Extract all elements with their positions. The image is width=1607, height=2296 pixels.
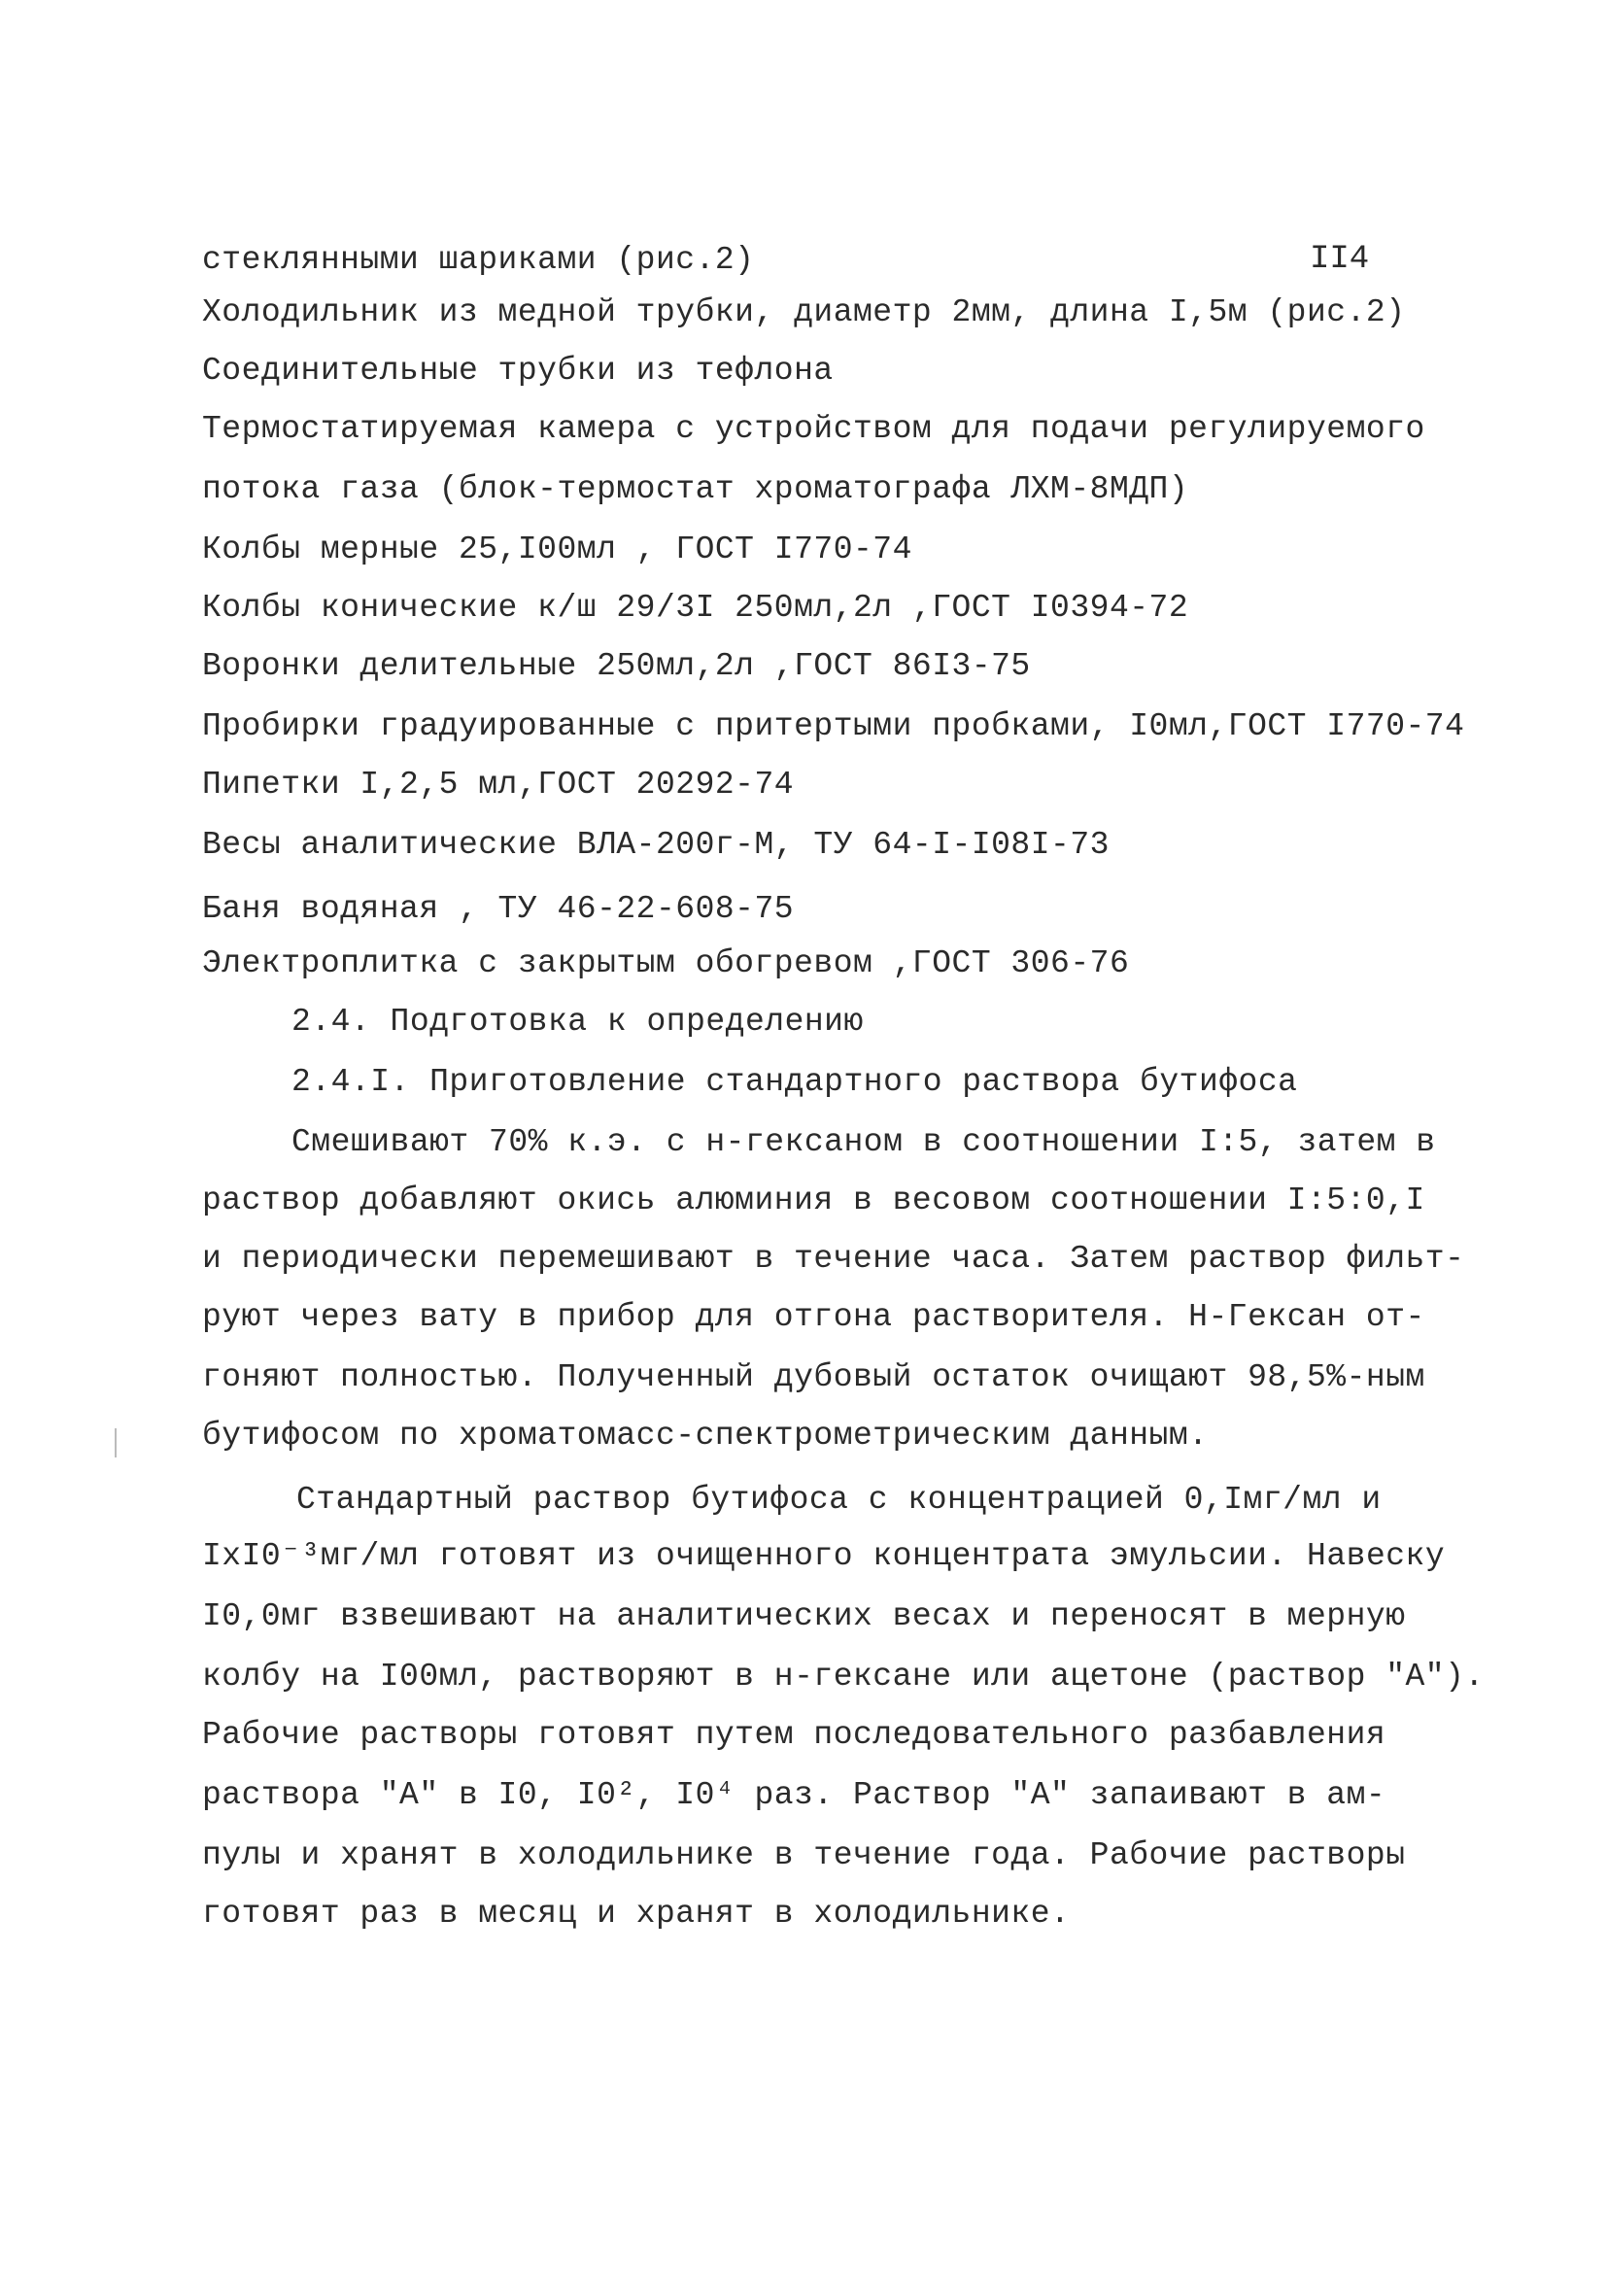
text-line: и периодически перемешивают в течение часа. Затем раствор фильт- — [202, 1241, 1465, 1277]
margin-mark — [115, 1428, 117, 1457]
page-number: II4 — [1310, 241, 1370, 278]
text-line: раствора "А" в I0, I0², I0⁴ раз. Раствор "А" запаивают в ам- — [202, 1777, 1386, 1813]
text-line: Воронки делительные 250мл,2л ,ГОСТ 86I3-75 — [202, 648, 1031, 684]
text-line: раствор добавляют окись алюминия в весовом соотношении I:5:0,I — [202, 1182, 1425, 1218]
section-heading: 2.4. Подготовка к определению — [291, 1004, 864, 1040]
subsection-heading: 2.4.I. Приготовление стандартного раствора бутифоса — [291, 1064, 1298, 1100]
text-line: Термостатируемая камера с устройством для подачи регулируемого — [202, 411, 1425, 447]
text-line: Весы аналитические ВЛА-200г-М, ТУ 64-I-I08I-73 — [202, 827, 1110, 863]
text-line: Стандартный раствор бутифоса с концентрацией 0,Iмг/мл и — [296, 1482, 1382, 1518]
text-line: Пипетки I,2,5 мл,ГОСТ 20292-74 — [202, 767, 795, 803]
text-line: IxI0⁻³мг/мл готовят из очищенного концентрата эмульсии. Навеску — [202, 1538, 1446, 1574]
text-line: гоняют полностью. Полученный дубовый остаток очищают 98,5%-ным — [202, 1359, 1425, 1395]
text-line: Электроплитка с закрытым обогревом ,ГОСТ 306-76 — [202, 945, 1130, 981]
text-line: Холодильник из медной трубки, диаметр 2мм, длина I,5м (рис.2) — [202, 294, 1406, 330]
text-line: Пробирки градуированные с притертыми пробками, I0мл,ГОСТ I770-74 — [202, 708, 1465, 744]
text-line: Смешивают 70% к.э. с н-гексаном в соотношении I:5, затем в — [291, 1124, 1436, 1160]
text-line: Колбы конические к/ш 29/3I 250мл,2л ,ГОСТ I0394-72 — [202, 590, 1189, 626]
text-line: Соединительные трубки из тефлона — [202, 353, 834, 389]
text-line: Рабочие растворы готовят путем последовательного разбавления — [202, 1717, 1386, 1753]
text-line: I0,0мг взвешивают на аналитических весах и переносят в мерную — [202, 1598, 1406, 1634]
text-line: Баня водяная , ТУ 46-22-608-75 — [202, 891, 795, 927]
text-line: бутифосом по хроматомасс-спектрометрическим данным. — [202, 1418, 1209, 1454]
text-line: потока газа (блок-термостат хроматографа ЛХМ-8МДП) — [202, 471, 1189, 507]
text-line: пулы и хранят в холодильнике в течение года. Рабочие растворы — [202, 1837, 1406, 1873]
text-line: стеклянными шариками (рис.2) — [202, 242, 755, 278]
text-line: готовят раз в месяц и хранят в холодильнике. — [202, 1896, 1071, 1932]
text-line: Колбы мерные 25,I00мл , ГОСТ I770-74 — [202, 531, 912, 567]
text-line: колбу на I00мл, растворяют в н-гексане или ацетоне (раствор "А"). — [202, 1659, 1485, 1695]
text-line: руют через вату в прибор для отгона растворителя. Н-Гексан от- — [202, 1299, 1425, 1335]
